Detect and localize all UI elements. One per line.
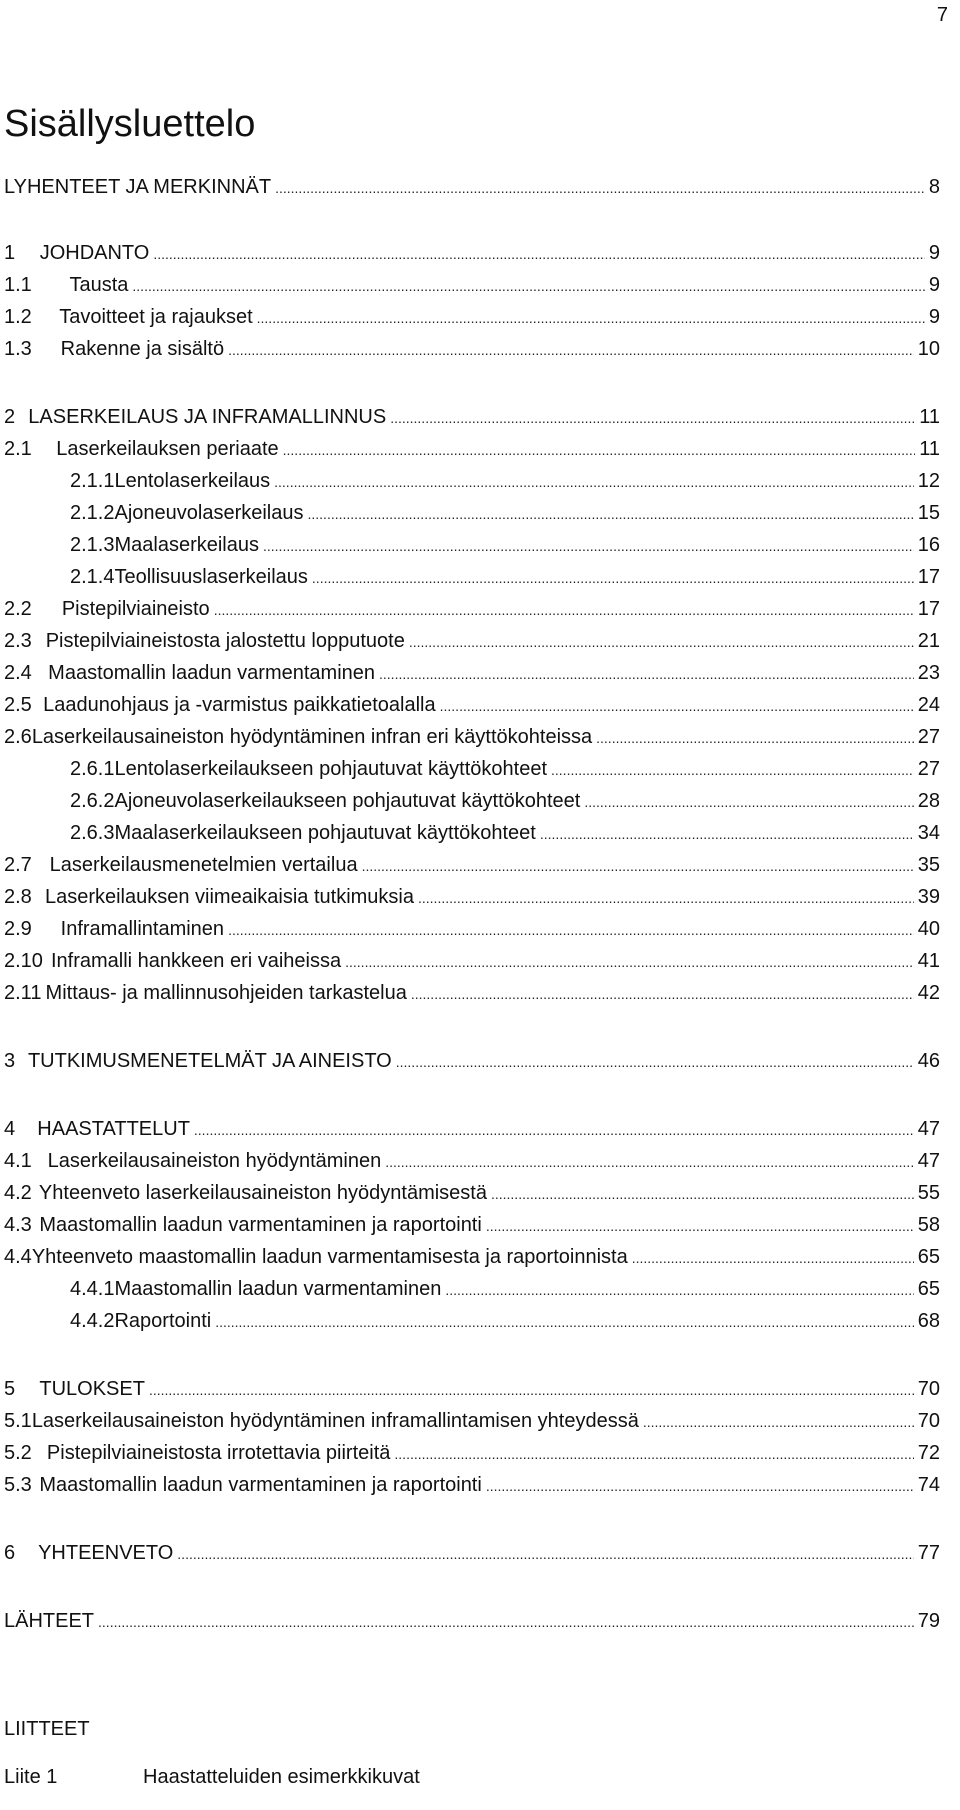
- toc-entry[interactable]: [70, 1310, 940, 1342]
- toc-entry-number: 2: [4, 406, 16, 428]
- toc-entry[interactable]: [4, 694, 940, 726]
- toc-entry-label: LASERKEILAUS JA INFRAMALLINNUS: [28, 406, 387, 428]
- toc-entry-page: 77: [917, 1542, 940, 1564]
- toc-entry-number: 3: [4, 1050, 16, 1072]
- toc-entry-number: 2.1.4: [70, 566, 115, 588]
- toc-entry[interactable]: [70, 566, 940, 598]
- toc-entry[interactable]: [4, 1410, 940, 1442]
- toc-entry-label: Tausta: [69, 274, 129, 296]
- toc-dot-leader: [132, 278, 924, 294]
- toc-entry-label: Ajoneuvolaserkeilaus: [114, 502, 304, 524]
- toc-entry-number: 5: [4, 1378, 16, 1400]
- toc-entry-page: 40: [917, 918, 940, 940]
- toc-entry-page: 46: [917, 1050, 940, 1072]
- toc-entry-label: Pistepilviaineistosta jalostettu lopputuote: [45, 630, 405, 652]
- toc-entry-page: 41: [917, 950, 940, 972]
- toc-entry[interactable]: [4, 1442, 940, 1474]
- toc-entry-page: 65: [917, 1278, 940, 1300]
- toc-entry-number: 2.6.2: [70, 790, 115, 812]
- toc-dot-leader: [312, 570, 914, 586]
- toc-entry-page: 28: [917, 790, 940, 812]
- toc-entry-number: 4.4: [4, 1246, 32, 1268]
- toc-entry-number: 2.3: [4, 630, 32, 652]
- toc-entry[interactable]: [4, 630, 940, 662]
- toc-entry-label: Pistepilviaineistosta irrotettavia piirteitä: [46, 1442, 391, 1464]
- toc-entry[interactable]: [4, 1182, 940, 1214]
- toc-entry[interactable]: [70, 470, 940, 502]
- toc-dot-leader: [440, 698, 914, 714]
- toc-entry-number: 2.4: [4, 662, 32, 684]
- toc-entry-label: Laserkeilauksen viimeaikaisia tutkimuksia: [44, 886, 414, 908]
- toc-entry-number: 2.6.3: [70, 822, 115, 844]
- toc-entry-page: 21: [917, 630, 940, 652]
- toc-entry-number: 4: [4, 1118, 16, 1140]
- toc-entry-number: 4.1: [4, 1150, 32, 1172]
- toc-dot-leader: [632, 1250, 914, 1266]
- toc-entry-page: 17: [917, 566, 940, 588]
- toc-dot-leader: [275, 180, 925, 196]
- toc-dot-leader: [486, 1218, 914, 1234]
- toc-dot-leader: [396, 1054, 914, 1070]
- toc-entry-label: TULOKSET: [39, 1378, 145, 1400]
- toc-entry-page: 47: [917, 1150, 940, 1172]
- toc-entry-number: 4.4.1: [70, 1278, 115, 1300]
- toc-entry-page: 47: [917, 1118, 940, 1140]
- toc-dot-leader: [214, 602, 914, 618]
- toc-entry-label: LYHENTEET JA MERKINNÄT: [4, 176, 272, 198]
- toc-entry-page: 70: [917, 1378, 940, 1400]
- toc-entry-label: TUTKIMUSMENETELMÄT JA AINEISTO: [27, 1050, 392, 1072]
- toc-entry-page: 9: [928, 306, 940, 328]
- toc-entry-number: 2.6.1: [70, 758, 115, 780]
- toc-entry-label: Inframallintaminen: [60, 918, 225, 940]
- toc-entry-page: 55: [917, 1182, 940, 1204]
- toc-entry-label: Lentolaserkeilaukseen pohjautuvat käyttökohteet: [114, 758, 548, 780]
- toc-entry[interactable]: [4, 1118, 940, 1150]
- toc-entry[interactable]: [4, 274, 940, 306]
- toc-entry-label: Mittaus- ja mallinnusohjeiden tarkastelua: [45, 982, 407, 1004]
- toc-entry[interactable]: [4, 306, 940, 338]
- page-number: 7: [936, 4, 948, 26]
- toc-entry-page: 10: [917, 338, 940, 360]
- toc-dot-leader: [486, 1478, 914, 1494]
- toc-dot-leader: [345, 954, 914, 970]
- toc-entry-label: Laserkeilausaineiston hyödyntäminen infran eri käyttökohteissa: [31, 726, 593, 748]
- toc-entry-page: 70: [917, 1410, 940, 1432]
- toc-dot-leader: [149, 1382, 914, 1398]
- toc-entry-number: 5.1: [4, 1410, 32, 1432]
- toc-entry-label: Yhteenveto maastomallin laadun varmentamisesta ja raportoinnista: [31, 1246, 628, 1268]
- toc-entry-page: 65: [917, 1246, 940, 1268]
- toc-entry-label: Tavoitteet ja rajaukset: [59, 306, 253, 328]
- toc-entry-label: Maastomallin laadun varmentaminen: [114, 1278, 442, 1300]
- toc-entry-number: 2.7: [4, 854, 32, 876]
- toc-entry-label: Lentolaserkeilaus: [114, 470, 271, 492]
- toc-entry-number: 1: [4, 242, 16, 264]
- toc-entry[interactable]: [4, 1050, 940, 1082]
- toc-entry[interactable]: [4, 982, 940, 1014]
- toc-entry-page: 72: [917, 1442, 940, 1464]
- toc-entry-number: 2.5: [4, 694, 32, 716]
- toc-entry-label: Maalaserkeilaus: [114, 534, 259, 556]
- toc-entry-label: Ajoneuvolaserkeilaukseen pohjautuvat käyttökohteet: [114, 790, 581, 812]
- toc-entry[interactable]: [4, 1214, 940, 1246]
- toc-dot-leader: [390, 410, 915, 426]
- toc-entry-page: 9: [928, 274, 940, 296]
- toc-entry-number: 4.3: [4, 1214, 32, 1236]
- toc-entry[interactable]: [4, 1378, 940, 1410]
- toc-dot-leader: [379, 666, 914, 682]
- toc-entry[interactable]: [4, 1610, 940, 1642]
- toc-dot-leader: [228, 922, 914, 938]
- toc-entry-page: 15: [917, 502, 940, 524]
- toc-dot-leader: [385, 1154, 914, 1170]
- toc-entry-number: 1.1: [4, 274, 32, 296]
- toc-entry-number: 2.6: [4, 726, 32, 748]
- toc-entry-page: 34: [917, 822, 940, 844]
- toc-entry-number: 2.1.2: [70, 502, 115, 524]
- toc-entry-page: 17: [917, 598, 940, 620]
- toc-entry[interactable]: [70, 1278, 940, 1310]
- toc-dot-leader: [98, 1614, 914, 1630]
- toc-dot-leader: [643, 1414, 914, 1430]
- toc-entry-page: 27: [917, 726, 940, 748]
- toc-entry-label: Pistepilviaineisto: [61, 598, 210, 620]
- toc-dot-leader: [409, 634, 914, 650]
- toc-entry-page: 16: [917, 534, 940, 556]
- toc-entry-page: 79: [917, 1610, 940, 1632]
- toc-entry[interactable]: [70, 790, 940, 822]
- toc-entry-page: 23: [917, 662, 940, 684]
- toc-dot-leader: [283, 442, 916, 458]
- toc-entry[interactable]: [4, 1246, 940, 1278]
- toc-entry-page: 8: [928, 176, 940, 198]
- toc-entry[interactable]: [4, 854, 940, 886]
- toc-dot-leader: [274, 474, 914, 490]
- toc-entry-page: 39: [917, 886, 940, 908]
- toc-entry-number: 6: [4, 1542, 16, 1564]
- toc-dot-leader: [551, 762, 914, 778]
- toc-entry-number: 2.1.1: [70, 470, 115, 492]
- toc-entry-label: Raportointi: [114, 1310, 212, 1332]
- toc-entry-page: 11: [919, 438, 940, 460]
- toc-entry-number: 4.4.2: [70, 1310, 115, 1332]
- toc-entry-label: Maastomallin laadun varmentaminen: [48, 662, 376, 684]
- toc-entry-label: Inframalli hankkeen eri vaiheissa: [50, 950, 342, 972]
- toc-entry-number: 2.11: [4, 982, 42, 1004]
- toc-dot-leader: [215, 1314, 914, 1330]
- toc-entry[interactable]: [4, 1150, 940, 1182]
- toc-entry[interactable]: [70, 822, 940, 854]
- toc-dot-leader: [194, 1122, 914, 1138]
- toc-dot-leader: [418, 890, 914, 906]
- toc-dot-leader: [445, 1282, 913, 1298]
- toc-entry[interactable]: [70, 534, 940, 566]
- toc-entry[interactable]: [4, 242, 940, 274]
- toc-entry-number: 4.2: [4, 1182, 32, 1204]
- toc-entry-number: 2.9: [4, 918, 32, 940]
- toc-dot-leader: [263, 538, 914, 554]
- toc-dot-leader: [177, 1546, 913, 1562]
- appendices-heading: LIITTEET: [4, 1718, 90, 1740]
- toc-entry-label: Teollisuuslaserkeilaus: [114, 566, 308, 588]
- toc-entry-label: Maalaserkeilaukseen pohjautuvat käyttökohteet: [114, 822, 536, 844]
- toc-entry-page: 12: [917, 470, 940, 492]
- toc-entry[interactable]: [70, 758, 940, 790]
- toc-entry-page: 11: [919, 406, 940, 428]
- toc-dot-leader: [540, 826, 914, 842]
- toc-entry[interactable]: [4, 726, 940, 758]
- toc-entry-label: Laserkeilauksen periaate: [56, 438, 279, 460]
- toc-entry-page: 24: [917, 694, 940, 716]
- toc-entry-label: Rakenne ja sisältö: [60, 338, 225, 360]
- toc-entry-number: 1.3: [4, 338, 32, 360]
- toc-entry-label: Yhteenveto laserkeilausaineiston hyödyntämisestä: [38, 1182, 487, 1204]
- toc-entry-label: Laserkeilausaineiston hyödyntäminen inframallintamisen yhteydessä: [31, 1410, 639, 1432]
- toc-entry-number: 2.10: [4, 950, 43, 972]
- toc-entry-page: 9: [928, 242, 940, 264]
- toc-entry[interactable]: [4, 598, 940, 630]
- toc-entry-number: 2.8: [4, 886, 32, 908]
- toc-entry[interactable]: [4, 950, 940, 982]
- toc-dot-leader: [596, 730, 914, 746]
- toc-entry-page: 68: [917, 1310, 940, 1332]
- toc-entry[interactable]: [4, 406, 940, 438]
- toc-entry[interactable]: [70, 502, 940, 534]
- toc-entry[interactable]: [4, 886, 940, 918]
- toc-title: Sisällysluettelo: [4, 103, 256, 145]
- toc-dot-leader: [257, 310, 925, 326]
- toc-dot-leader: [308, 506, 914, 522]
- toc-entry[interactable]: [4, 918, 940, 950]
- toc-entry-label: LÄHTEET: [4, 1610, 95, 1632]
- toc-entry-page: 27: [917, 758, 940, 780]
- toc-entry-label: Laserkeilausaineiston hyödyntäminen: [47, 1150, 382, 1172]
- toc-entry-label: JOHDANTO: [39, 242, 150, 264]
- toc-entry[interactable]: [4, 176, 940, 208]
- toc-dot-leader: [362, 858, 914, 874]
- toc-entry[interactable]: [4, 438, 940, 470]
- toc-entry-page: 58: [917, 1214, 940, 1236]
- toc-dot-leader: [228, 342, 914, 358]
- toc-entry-label: Laadunohjaus ja -varmistus paikkatietoalalla: [43, 694, 436, 716]
- toc-entry[interactable]: [4, 338, 940, 370]
- toc-dot-leader: [411, 986, 914, 1002]
- toc-dot-leader: [394, 1446, 913, 1462]
- toc-dot-leader: [153, 246, 925, 262]
- toc-entry-page: 74: [917, 1474, 940, 1496]
- toc-entry-number: 5.3: [4, 1474, 32, 1496]
- toc-entry-label: Laserkeilausmenetelmien vertailua: [49, 854, 358, 876]
- appendix-label: Haastatteluiden esimerkkikuvat: [143, 1766, 420, 1788]
- toc-entry[interactable]: [4, 662, 940, 694]
- toc-entry[interactable]: [4, 1542, 940, 1574]
- toc-entry-label: HAASTATTELUT: [37, 1118, 190, 1140]
- toc-entry-number: 2.2: [4, 598, 32, 620]
- toc-entry-number: 2.1: [4, 438, 32, 460]
- toc-entry-page: 42: [917, 982, 940, 1004]
- toc-entry-number: 1.2: [4, 306, 32, 328]
- appendix-number: Liite 1: [4, 1766, 58, 1788]
- toc-entry-page: 35: [917, 854, 940, 876]
- toc-entry-number: 2.1.3: [70, 534, 115, 556]
- toc-entry-label: Maastomallin laadun varmentaminen ja raportointi: [39, 1474, 482, 1496]
- toc-entry-label: Maastomallin laadun varmentaminen ja raportointi: [39, 1214, 482, 1236]
- toc-dot-leader: [491, 1186, 914, 1202]
- toc-entry[interactable]: [4, 1474, 940, 1506]
- toc-entry-label: YHTEENVETO: [38, 1542, 174, 1564]
- toc-entry-number: 5.2: [4, 1442, 32, 1464]
- toc-dot-leader: [584, 794, 913, 810]
